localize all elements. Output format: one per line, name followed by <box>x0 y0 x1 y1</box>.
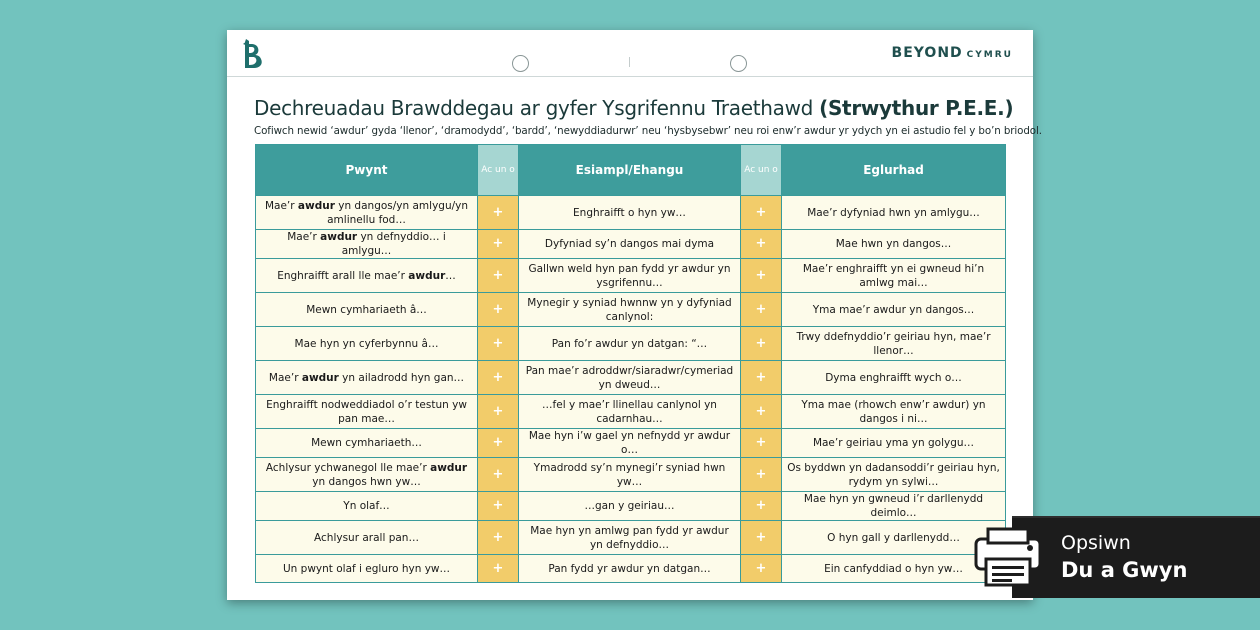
plus-cell: + <box>741 429 782 458</box>
table-row <box>256 458 1006 492</box>
center-mark <box>629 57 630 67</box>
example-cell: Dyfyniad sy’n dangos mai dyma <box>519 230 741 259</box>
table-row <box>256 492 1006 521</box>
table-row <box>256 395 1006 429</box>
table-row <box>256 230 1006 259</box>
explanation-cell: Mae hyn yn gwneud i’r darllenydd deimlo… <box>782 492 1006 521</box>
table-row <box>256 327 1006 361</box>
table-row <box>256 429 1006 458</box>
plus-cell: + <box>478 196 519 230</box>
title-bold: (Strwythur P.E.E.) <box>819 96 1014 120</box>
header-explanation: Eglurhad <box>782 145 1006 196</box>
plus-cell: + <box>741 259 782 293</box>
plus-cell: + <box>741 492 782 521</box>
table-row <box>256 361 1006 395</box>
punch-hole-left <box>512 55 529 72</box>
point-cell: Mae’r awdur yn dangos/yn amlygu/yn amlinellu fod… <box>256 196 478 230</box>
example-cell: Pan fo’r awdur yn datgan: “… <box>519 327 741 361</box>
example-cell: Pan fydd yr awdur yn datgan… <box>519 555 741 583</box>
punch-hole-right <box>730 55 747 72</box>
explanation-cell: Mae hwn yn dangos… <box>782 230 1006 259</box>
header-and-one-of-1: Ac un o <box>478 145 519 196</box>
plus-cell: + <box>741 395 782 429</box>
plus-cell: + <box>741 230 782 259</box>
example-cell: …fel y mae’r llinellau canlynol yn cadarnhau… <box>519 395 741 429</box>
example-cell: Ymadrodd sy’n mynegi’r syniad hwn yw… <box>519 458 741 492</box>
page-title <box>254 96 1013 120</box>
header-and-one-of-2: Ac un o <box>741 145 782 196</box>
plus-cell: + <box>741 555 782 583</box>
table-row <box>256 293 1006 327</box>
point-cell: Yn olaf… <box>256 492 478 521</box>
plus-cell: + <box>741 327 782 361</box>
instructions-text: Cofiwch newid ‘awdur’ gyda ‘llenor’, ‘dramodydd’, ‘bardd’, ‘newyddiadurwr’ neu ‘hysbysebwr’ neu roi enw’r awdur yr ydych yn ei astudio fel y bo’n briodol. <box>254 125 1042 137</box>
plus-cell: + <box>478 395 519 429</box>
plus-cell: + <box>478 230 519 259</box>
example-cell: Pan mae’r adroddwr/siaradwr/cymeriad yn dweud… <box>519 361 741 395</box>
plus-cell: + <box>478 259 519 293</box>
explanation-cell: Dyma enghraifft wych o… <box>782 361 1006 395</box>
brand-sub: CYMRU <box>966 50 1013 60</box>
point-cell: Achlysur ychwanegol lle mae’r awdur yn dangos hwn yw… <box>256 458 478 492</box>
table-row <box>256 555 1006 583</box>
plus-cell: + <box>478 458 519 492</box>
explanation-cell: Mae’r geiriau yma yn golygu… <box>782 429 1006 458</box>
table-row <box>256 521 1006 555</box>
example-cell: Gallwn weld hyn pan fydd yr awdur yn ysgrifennu… <box>519 259 741 293</box>
brand-logo <box>892 45 1013 61</box>
plus-cell: + <box>478 492 519 521</box>
explanation-cell: Mae’r enghraifft yn ei gwneud hi’n amlwg mai… <box>782 259 1006 293</box>
worksheet-page <box>227 30 1042 600</box>
header-point: Pwynt <box>256 145 478 196</box>
point-cell: Mewn cymhariaeth â… <box>256 293 478 327</box>
plus-cell: + <box>478 293 519 327</box>
example-cell: Mae hyn yn amlwg pan fydd yr awdur yn defnyddio… <box>519 521 741 555</box>
plus-cell: + <box>741 521 782 555</box>
header-example: Esiampl/Ehangu <box>519 145 741 196</box>
table-header-row <box>256 145 1006 196</box>
table-row <box>256 259 1006 293</box>
print-option-label: Opsiwn <box>1061 532 1131 554</box>
printer-icon[interactable] <box>968 527 1052 589</box>
point-cell: Achlysur arall pan… <box>256 521 478 555</box>
plus-cell: + <box>478 521 519 555</box>
brand-name: BEYOND <box>891 45 963 61</box>
plus-cell: + <box>478 361 519 395</box>
title-main: Dechreuadau Brawddegau ar gyfer Ysgrifennu Traethawd <box>254 96 820 120</box>
plus-cell: + <box>741 196 782 230</box>
explanation-cell: Mae’r dyfyniad hwn yn amlygu… <box>782 196 1006 230</box>
plus-cell: + <box>741 293 782 327</box>
print-option-value: Du a Gwyn <box>1061 558 1188 582</box>
example-cell: Mynegir y syniad hwnnw yn y dyfyniad canlynol: <box>519 293 741 327</box>
example-cell: Enghraifft o hyn yw… <box>519 196 741 230</box>
explanation-cell: O hyn gall y darllenydd… <box>782 521 1006 555</box>
point-cell: Enghraifft nodweddiadol o’r testun yw pan mae… <box>256 395 478 429</box>
point-cell: Enghraifft arall lle mae’r awdur… <box>256 259 478 293</box>
explanation-cell: Yma mae’r awdur yn dangos… <box>782 293 1006 327</box>
point-cell: Un pwynt olaf i egluro hyn yw… <box>256 555 478 583</box>
point-cell: Mewn cymhariaeth… <box>256 429 478 458</box>
plus-cell: + <box>478 429 519 458</box>
example-cell: …gan y geiriau… <box>519 492 741 521</box>
beyond-logo-icon <box>239 38 265 70</box>
point-cell: Mae’r awdur yn defnyddio… i amlygu… <box>256 230 478 259</box>
table-body <box>256 196 1006 583</box>
explanation-cell: Os byddwn yn dadansoddi’r geiriau hyn, rydym yn sylwi… <box>782 458 1006 492</box>
worksheet-header <box>227 30 1033 77</box>
table-row <box>256 196 1006 230</box>
explanation-cell: Yma mae (rhowch enw’r awdur) yn dangos i ni… <box>782 395 1006 429</box>
point-cell: Mae hyn yn cyferbynnu â… <box>256 327 478 361</box>
point-cell: Mae’r awdur yn ailadrodd hyn gan… <box>256 361 478 395</box>
sentence-starters-table <box>255 144 1006 583</box>
plus-cell: + <box>478 555 519 583</box>
explanation-cell: Ein canfyddiad o hyn yw… <box>782 555 1006 583</box>
explanation-cell: Trwy ddefnyddio’r geiriau hyn, mae’r llenor… <box>782 327 1006 361</box>
plus-cell: + <box>741 361 782 395</box>
plus-cell: + <box>478 327 519 361</box>
example-cell: Mae hyn i’w gael yn nefnydd yr awdur o… <box>519 429 741 458</box>
plus-cell: + <box>741 458 782 492</box>
